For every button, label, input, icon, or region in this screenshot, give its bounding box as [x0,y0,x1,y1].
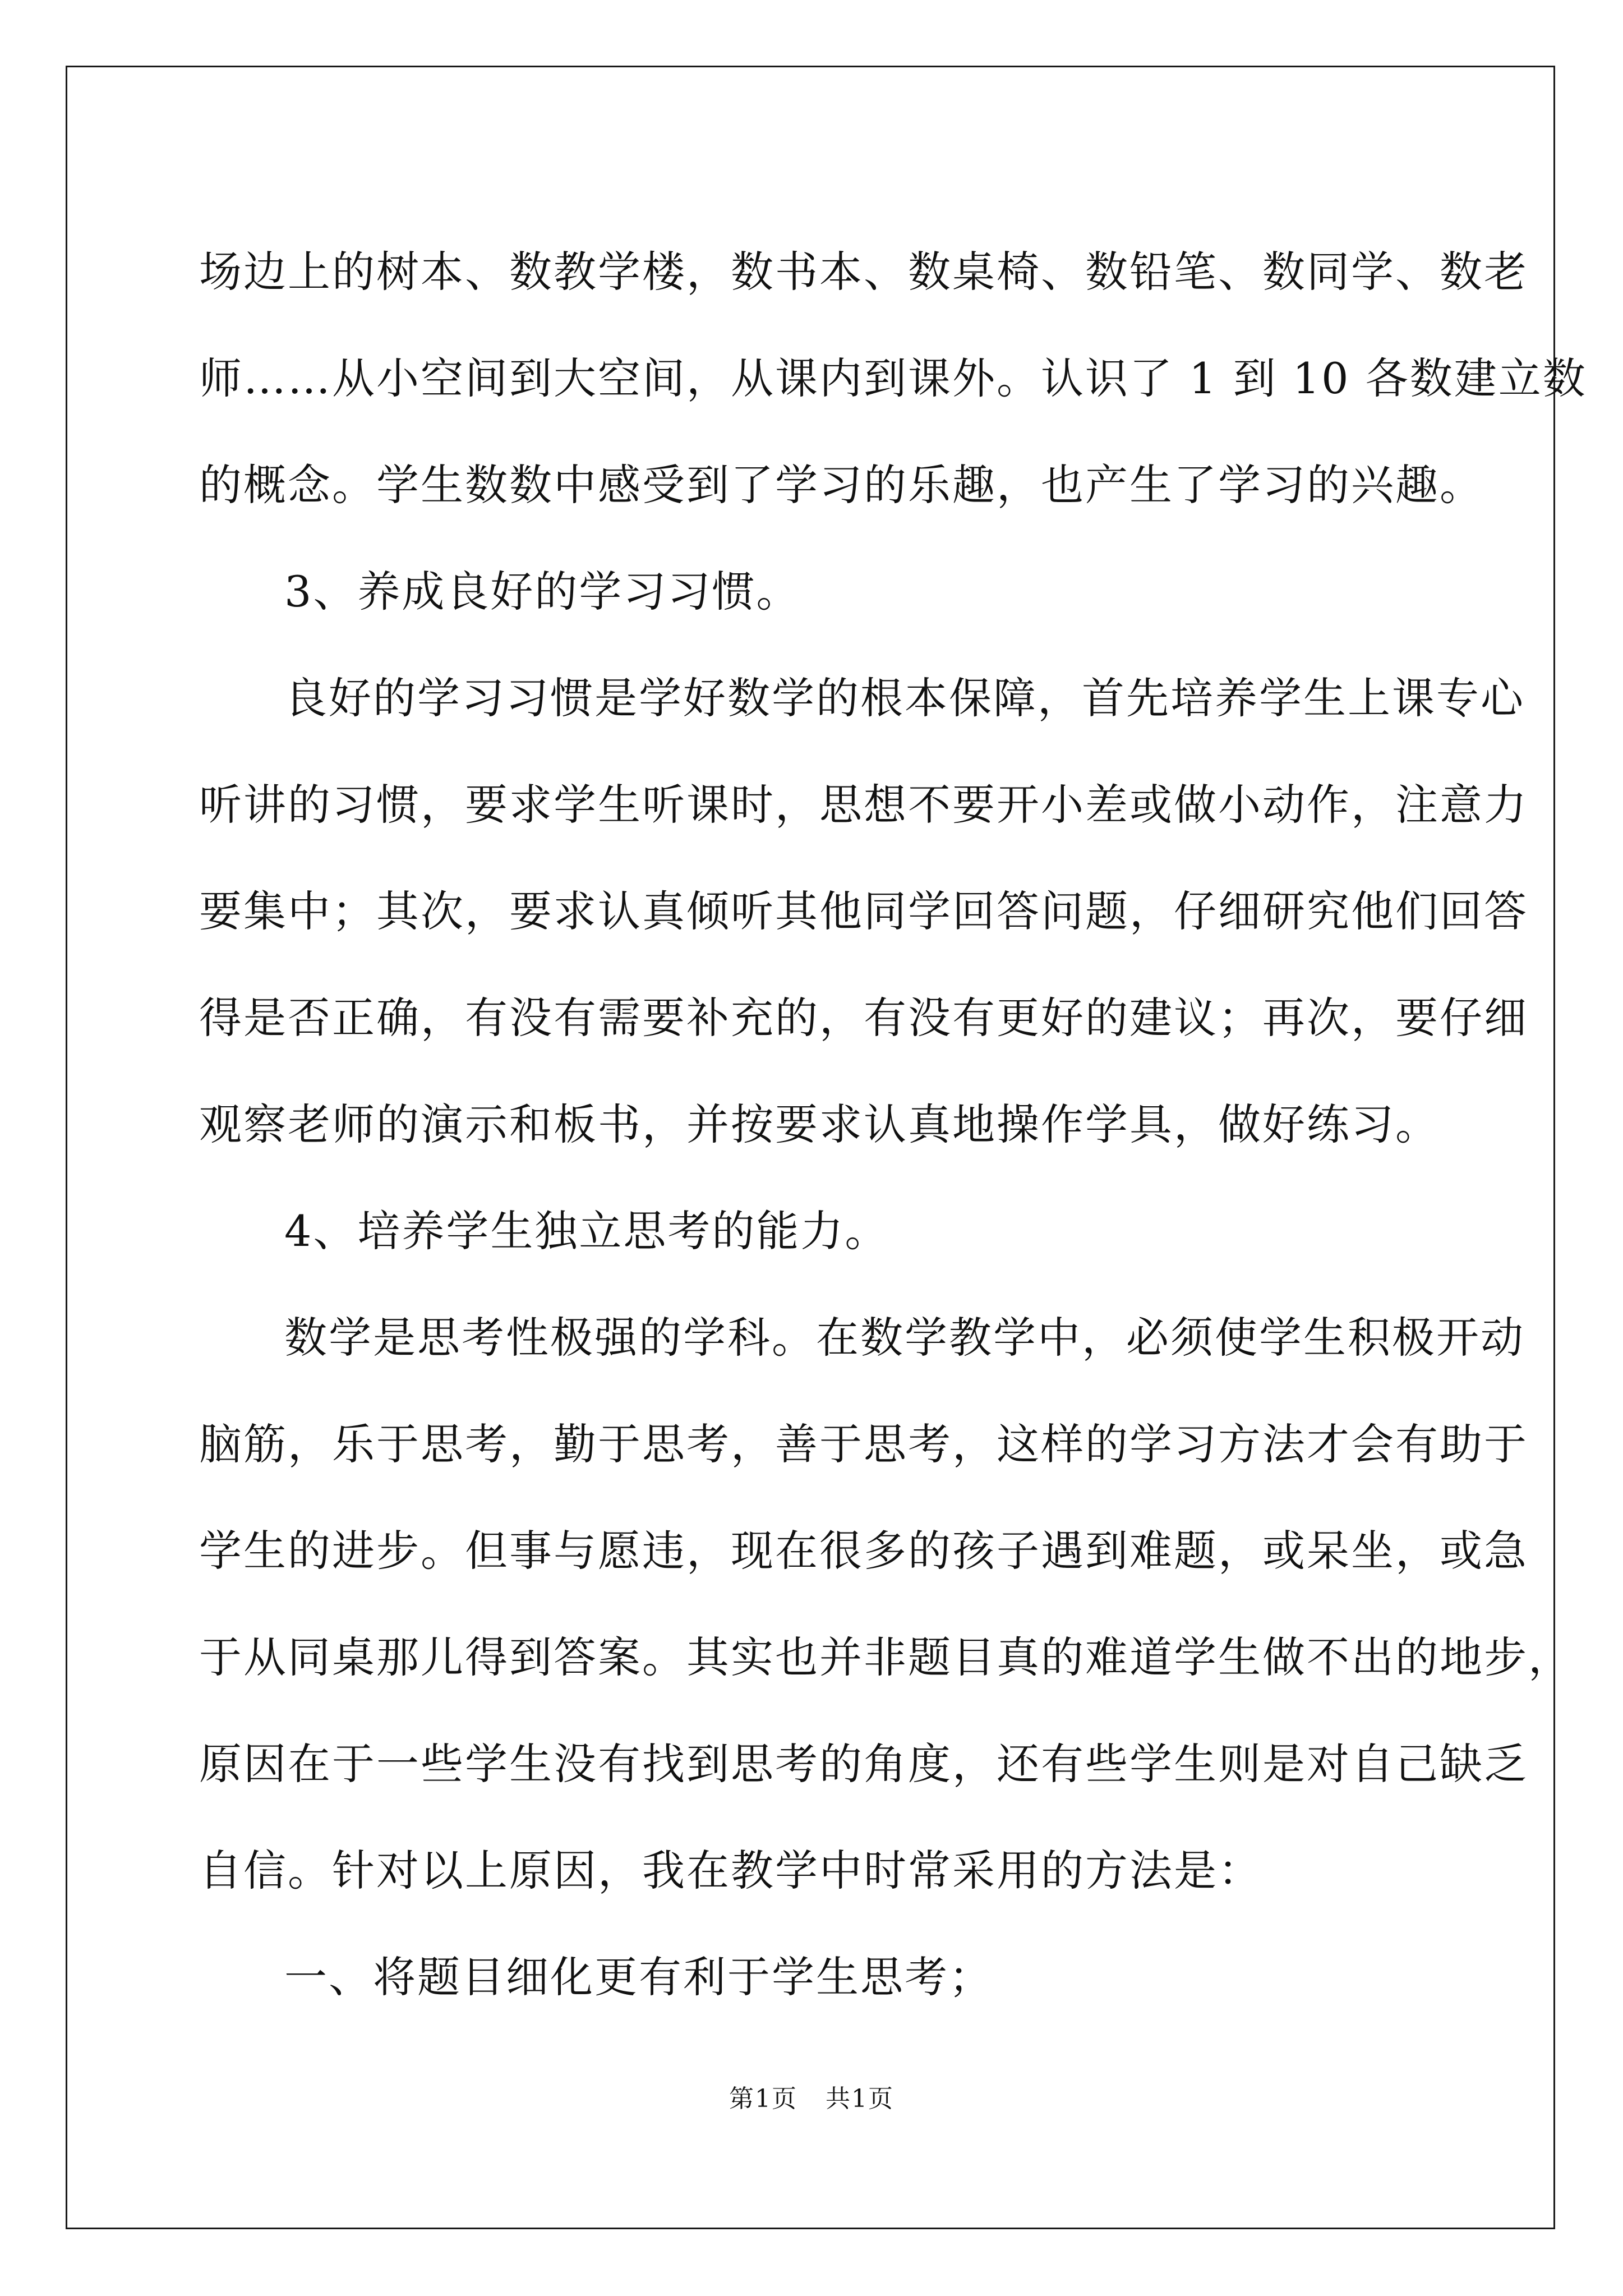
text-line: 3、养成良好的学习习惯。 [284,567,801,616]
text-line: 学生的进步。但事与愿违，现在很多的孩子遇到难题，或呆坐，或急 [199,1526,1528,1576]
text-line: 要集中；其次，要求认真倾听其他同学回答问题，仔细研究他们回答 [199,886,1528,936]
text-line: 师……从小空间到大空间，从课内到课外。认识了 1 到 10 各数建立数 [199,353,1587,403]
page-number-current: 第1页 [729,2085,797,2113]
document-body [199,219,1587,2031]
text-line: 于从同桌那儿得到答案。其实也并非题目真的难道学生做不出的地步， [199,1632,1573,1682]
text-line: 脑筋，乐于思考，勤于思考，善于思考，这样的学习方法才会有助于 [199,1419,1528,1469]
page-number-total: 共1页 [826,2085,894,2113]
text-line: 一、将题目细化更有利于学生思考； [284,1952,993,2002]
text-line: 的概念。学生数数中感受到了学习的乐趣，也产生了学习的兴趣。 [199,460,1484,510]
page-footer [0,2082,1623,2116]
text-line: 4、培养学生独立思考的能力。 [284,1206,889,1256]
text-line: 自信。针对以上原因，我在教学中时常采用的方法是： [199,1846,1262,1895]
text-line: 场边上的树本、数教学楼，数书本、数桌椅、数铅笔、数同学、数老 [199,247,1528,297]
text-line: 原因在于一些学生没有找到思考的角度，还有些学生则是对自己缺乏 [199,1739,1528,1789]
text-line: 数学是思考性极强的学科。在数学教学中，必须使学生积极开动 [284,1313,1525,1363]
text-line: 得是否正确，有没有需要补充的，有没有更好的建议；再次，要仔细 [199,993,1528,1043]
text-line: 良好的学习习惯是学好数学的根本保障，首先培养学生上课专心 [284,673,1525,723]
text-line: 听讲的习惯，要求学生听课时，思想不要开小差或做小动作，注意力 [199,780,1528,830]
text-line: 观察老师的演示和板书，并按要求认真地操作学具，做好练习。 [199,1099,1440,1149]
